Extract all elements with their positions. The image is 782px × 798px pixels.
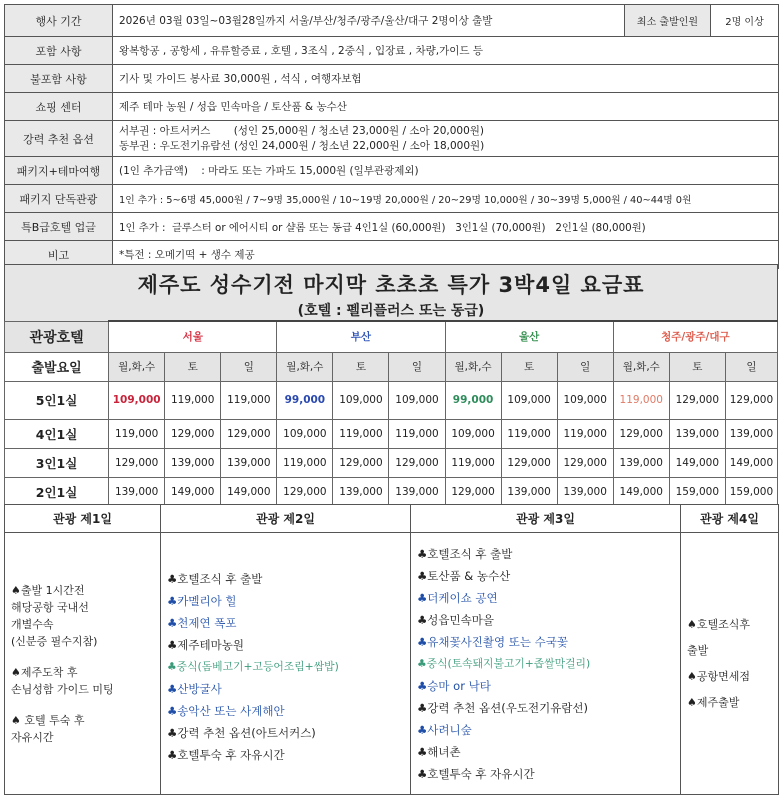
- price-row-3: [5, 448, 778, 477]
- day2-item: ♣중식(돔베고기+고등어조림+쌈밥): [167, 659, 339, 673]
- theme-label: 패키지+테마여행: [5, 157, 113, 185]
- day3-item: ♣호텔투숙 후 자유시간: [417, 766, 535, 781]
- city-seoul: 서울: [109, 321, 277, 352]
- day4-cell: [681, 533, 779, 795]
- day2-item: ♣강력 추천 옵션(아트서커스): [167, 725, 316, 740]
- day1-item: 개별수속: [11, 617, 54, 631]
- day-cell: 일: [557, 352, 613, 381]
- day-cell: 일: [389, 352, 445, 381]
- price-cell: 139,000: [333, 477, 389, 506]
- day3-item: ♣토산품 & 농수산: [417, 568, 511, 583]
- row-shopping: [5, 93, 779, 121]
- day2-header: 관광 제2일: [161, 505, 411, 533]
- single-label: 패키지 단독관광: [5, 185, 113, 213]
- day-label: 출발요일: [5, 352, 109, 381]
- itinerary-header-row: [5, 505, 779, 533]
- shopping-label: 쇼핑 센터: [5, 93, 113, 121]
- excluded-value: 기사 및 가이드 봉사료 30,000원 , 석식 , 여행자보험: [113, 65, 779, 93]
- row-upgrade: [5, 213, 779, 241]
- room-label: 5인1실: [5, 381, 109, 419]
- day1-item: (신분증 필수지참): [11, 634, 98, 648]
- day3-item: ♣사려니숲: [417, 722, 472, 737]
- price-cell: 139,000: [389, 477, 445, 506]
- price-day-row: [5, 352, 778, 381]
- day-cell: 월,화,수: [445, 352, 501, 381]
- day2-item: ♣천제연 폭포: [167, 615, 237, 630]
- price-cell: 129,000: [165, 419, 221, 448]
- day-cell: 토: [501, 352, 557, 381]
- day-cell: 월,화,수: [613, 352, 669, 381]
- price-cell: 129,000: [669, 381, 725, 419]
- price-cell: 109,000: [109, 381, 165, 419]
- price-cell: 139,000: [669, 419, 725, 448]
- included-value: 왕복항공 , 공항세 , 유류할증료 , 호텔 , 3조식 , 2중식 , 입장료 , 차량,가이드 등: [113, 37, 779, 65]
- price-cell: 159,000: [725, 477, 777, 506]
- note-label: 비고: [5, 241, 113, 269]
- price-cell: 119,000: [333, 419, 389, 448]
- day2-cell: [161, 533, 411, 795]
- itinerary-body-row: [5, 533, 779, 795]
- included-label: 포함 사항: [5, 37, 113, 65]
- day-cell: 일: [221, 352, 277, 381]
- day3-item: ♣강력 추천 옵션(우도전기유람선): [417, 700, 589, 715]
- price-cell: 119,000: [557, 419, 613, 448]
- price-cell: 109,000: [445, 419, 501, 448]
- option-label: 강력 추천 옵션: [5, 121, 113, 157]
- price-cell: 149,000: [221, 477, 277, 506]
- price-cell: 129,000: [109, 448, 165, 477]
- day3-item: ♣더케이쇼 공연: [417, 590, 498, 605]
- title-box: [4, 264, 778, 322]
- price-cell: 129,000: [333, 448, 389, 477]
- day2-item: ♣산방굴사: [167, 681, 222, 696]
- price-cell: 129,000: [557, 448, 613, 477]
- price-cell: 139,000: [725, 419, 777, 448]
- price-cell: 119,000: [277, 448, 333, 477]
- price-cell: 149,000: [725, 448, 777, 477]
- day4-item: ♠제주출발: [687, 695, 740, 709]
- page: [4, 4, 778, 794]
- day2-item: ♣카멜리아 힐: [167, 593, 237, 608]
- price-cell: 129,000: [613, 419, 669, 448]
- price-cell: 139,000: [557, 477, 613, 506]
- row-period: [5, 5, 779, 37]
- day4-item: ♠호텔조식후: [687, 617, 750, 631]
- room-label: 2인1실: [5, 477, 109, 506]
- price-corner: 관광호텔: [5, 321, 109, 352]
- day1-item: 손님성함 가이드 미팅: [11, 682, 114, 696]
- day2-item: ♣송악산 또는 사계해안: [167, 703, 285, 718]
- day-cell: 일: [725, 352, 777, 381]
- price-cell: 109,000: [501, 381, 557, 419]
- row-included: [5, 37, 779, 65]
- price-cell: 129,000: [221, 419, 277, 448]
- row-excluded: [5, 65, 779, 93]
- excluded-label: 불포함 사항: [5, 65, 113, 93]
- day-cell: 토: [165, 352, 221, 381]
- day4-item: 출발: [687, 643, 709, 657]
- price-cell: 119,000: [501, 419, 557, 448]
- theme-value: (1인 추가금액) : 마라도 또는 가파도 15,000원 (일부관광제외): [113, 157, 779, 185]
- day1-item: ♠제주도착 후: [11, 665, 78, 679]
- day3-item: ♣유채꽃사진촬영 또는 수국꽃: [417, 634, 568, 649]
- price-cell: 139,000: [613, 448, 669, 477]
- spacer: [11, 698, 154, 712]
- room-label: 3인1실: [5, 448, 109, 477]
- price-cell: 149,000: [165, 477, 221, 506]
- page-subtitle: (호텔 : 펠리플러스 또는 동급): [297, 303, 485, 319]
- spacer: [11, 650, 154, 664]
- row-theme: [5, 157, 779, 185]
- price-cell: 139,000: [165, 448, 221, 477]
- day-cell: 토: [333, 352, 389, 381]
- note-value: *특전 : 오메기떡 + 생수 제공: [113, 241, 779, 269]
- price-cell: 159,000: [669, 477, 725, 506]
- price-table: [4, 320, 778, 507]
- day-cell: 월,화,수: [277, 352, 333, 381]
- min-label: 최소 출발인원: [625, 5, 711, 37]
- price-row-5: [5, 381, 778, 419]
- day1-item: ♠ 호텔 투숙 후: [11, 713, 85, 727]
- period-value: 2026년 03월 03일~03월28일까지 서울/부산/청주/광주/울산/대구 2명이상 출발: [113, 5, 625, 37]
- price-cell: 139,000: [109, 477, 165, 506]
- price-cell: 109,000: [557, 381, 613, 419]
- price-cell: 149,000: [613, 477, 669, 506]
- day3-item: ♣호텔조식 후 출발: [417, 546, 513, 561]
- price-cell: 139,000: [221, 448, 277, 477]
- row-option: [5, 121, 779, 157]
- day3-item: ♣성읍민속마을: [417, 612, 494, 627]
- day1-item: 자유시간: [11, 730, 54, 744]
- price-cell: 109,000: [277, 419, 333, 448]
- option-value: [113, 121, 779, 157]
- price-row-4: [5, 419, 778, 448]
- city-cheongju: 청주/광주/대구: [613, 321, 777, 352]
- day2-item: ♣제주테마농원: [167, 637, 244, 652]
- day4-item: ♠공항면세점: [687, 669, 750, 683]
- price-cell: 119,000: [109, 419, 165, 448]
- price-cell: 109,000: [389, 381, 445, 419]
- city-busan: 부산: [277, 321, 445, 352]
- room-label: 4인1실: [5, 419, 109, 448]
- price-cell: 149,000: [669, 448, 725, 477]
- day3-item: ♣승마 or 낙타: [417, 678, 491, 693]
- min-value: 2명 이상: [711, 5, 779, 37]
- price-cell: 119,000: [221, 381, 277, 419]
- day4-header: 관광 제4일: [681, 505, 779, 533]
- day1-item: ♠출발 1시간전: [11, 583, 85, 597]
- price-cell: 119,000: [165, 381, 221, 419]
- option-line-2: 동부권 : 우도전기유람선 (성인 24,000원 / 청소년 22,000원 / 소아 18,000원): [119, 139, 485, 152]
- day1-cell: [5, 533, 161, 795]
- day3-cell: [411, 533, 681, 795]
- day3-item: ♣해녀촌: [417, 744, 461, 759]
- info-table: [4, 4, 779, 269]
- price-city-row: [5, 321, 778, 352]
- price-cell: 129,000: [725, 381, 777, 419]
- day2-item: ♣호텔투숙 후 자유시간: [167, 747, 285, 762]
- price-row-2: [5, 477, 778, 506]
- period-label: 행사 기간: [5, 5, 113, 37]
- itinerary-table: [4, 504, 779, 795]
- upgrade-value: 1인 추가 : 글루스터 or 에어시티 or 샬롬 또는 동급 4인1실 (60,000원) 3인1실 (70,000원) 2인1실 (80,000원): [113, 213, 779, 241]
- shopping-value: 제주 테마 농원 / 성읍 민속마을 / 토산품 & 농수산: [113, 93, 779, 121]
- price-cell: 99,000: [445, 381, 501, 419]
- day3-header: 관광 제3일: [411, 505, 681, 533]
- price-cell: 99,000: [277, 381, 333, 419]
- day2-item: ♣호텔조식 후 출발: [167, 571, 263, 586]
- price-cell: 139,000: [501, 477, 557, 506]
- price-cell: 119,000: [445, 448, 501, 477]
- price-cell: 129,000: [501, 448, 557, 477]
- day1-header: 관광 제1일: [5, 505, 161, 533]
- day3-item: ♣중식(토속돼지불고기+좁쌀막걸리): [417, 656, 591, 670]
- price-cell: 129,000: [389, 448, 445, 477]
- single-value: 1인 추가 : 5~6명 45,000원 / 7~9명 35,000원 / 10~19명 20,000원 / 20~29명 10,000원 / 30~39명 5,000원 / 40~44명 0원: [113, 185, 779, 213]
- price-cell: 119,000: [389, 419, 445, 448]
- day1-item: 해당공항 국내선: [11, 600, 89, 614]
- page-title: 제주도 성수기전 마지막 초초초 특가 3박4일 요금표: [137, 273, 645, 297]
- upgrade-label: 특B급호텔 업글: [5, 213, 113, 241]
- day-cell: 월,화,수: [109, 352, 165, 381]
- row-single: [5, 185, 779, 213]
- price-cell: 119,000: [613, 381, 669, 419]
- price-cell: 109,000: [333, 381, 389, 419]
- price-cell: 129,000: [445, 477, 501, 506]
- day-cell: 토: [669, 352, 725, 381]
- city-ulsan: 울산: [445, 321, 613, 352]
- price-cell: 129,000: [277, 477, 333, 506]
- option-line-1: 서부권 : 아트서커스 (성인 25,000원 / 청소년 23,000원 / 소아 20,000원): [119, 124, 485, 137]
